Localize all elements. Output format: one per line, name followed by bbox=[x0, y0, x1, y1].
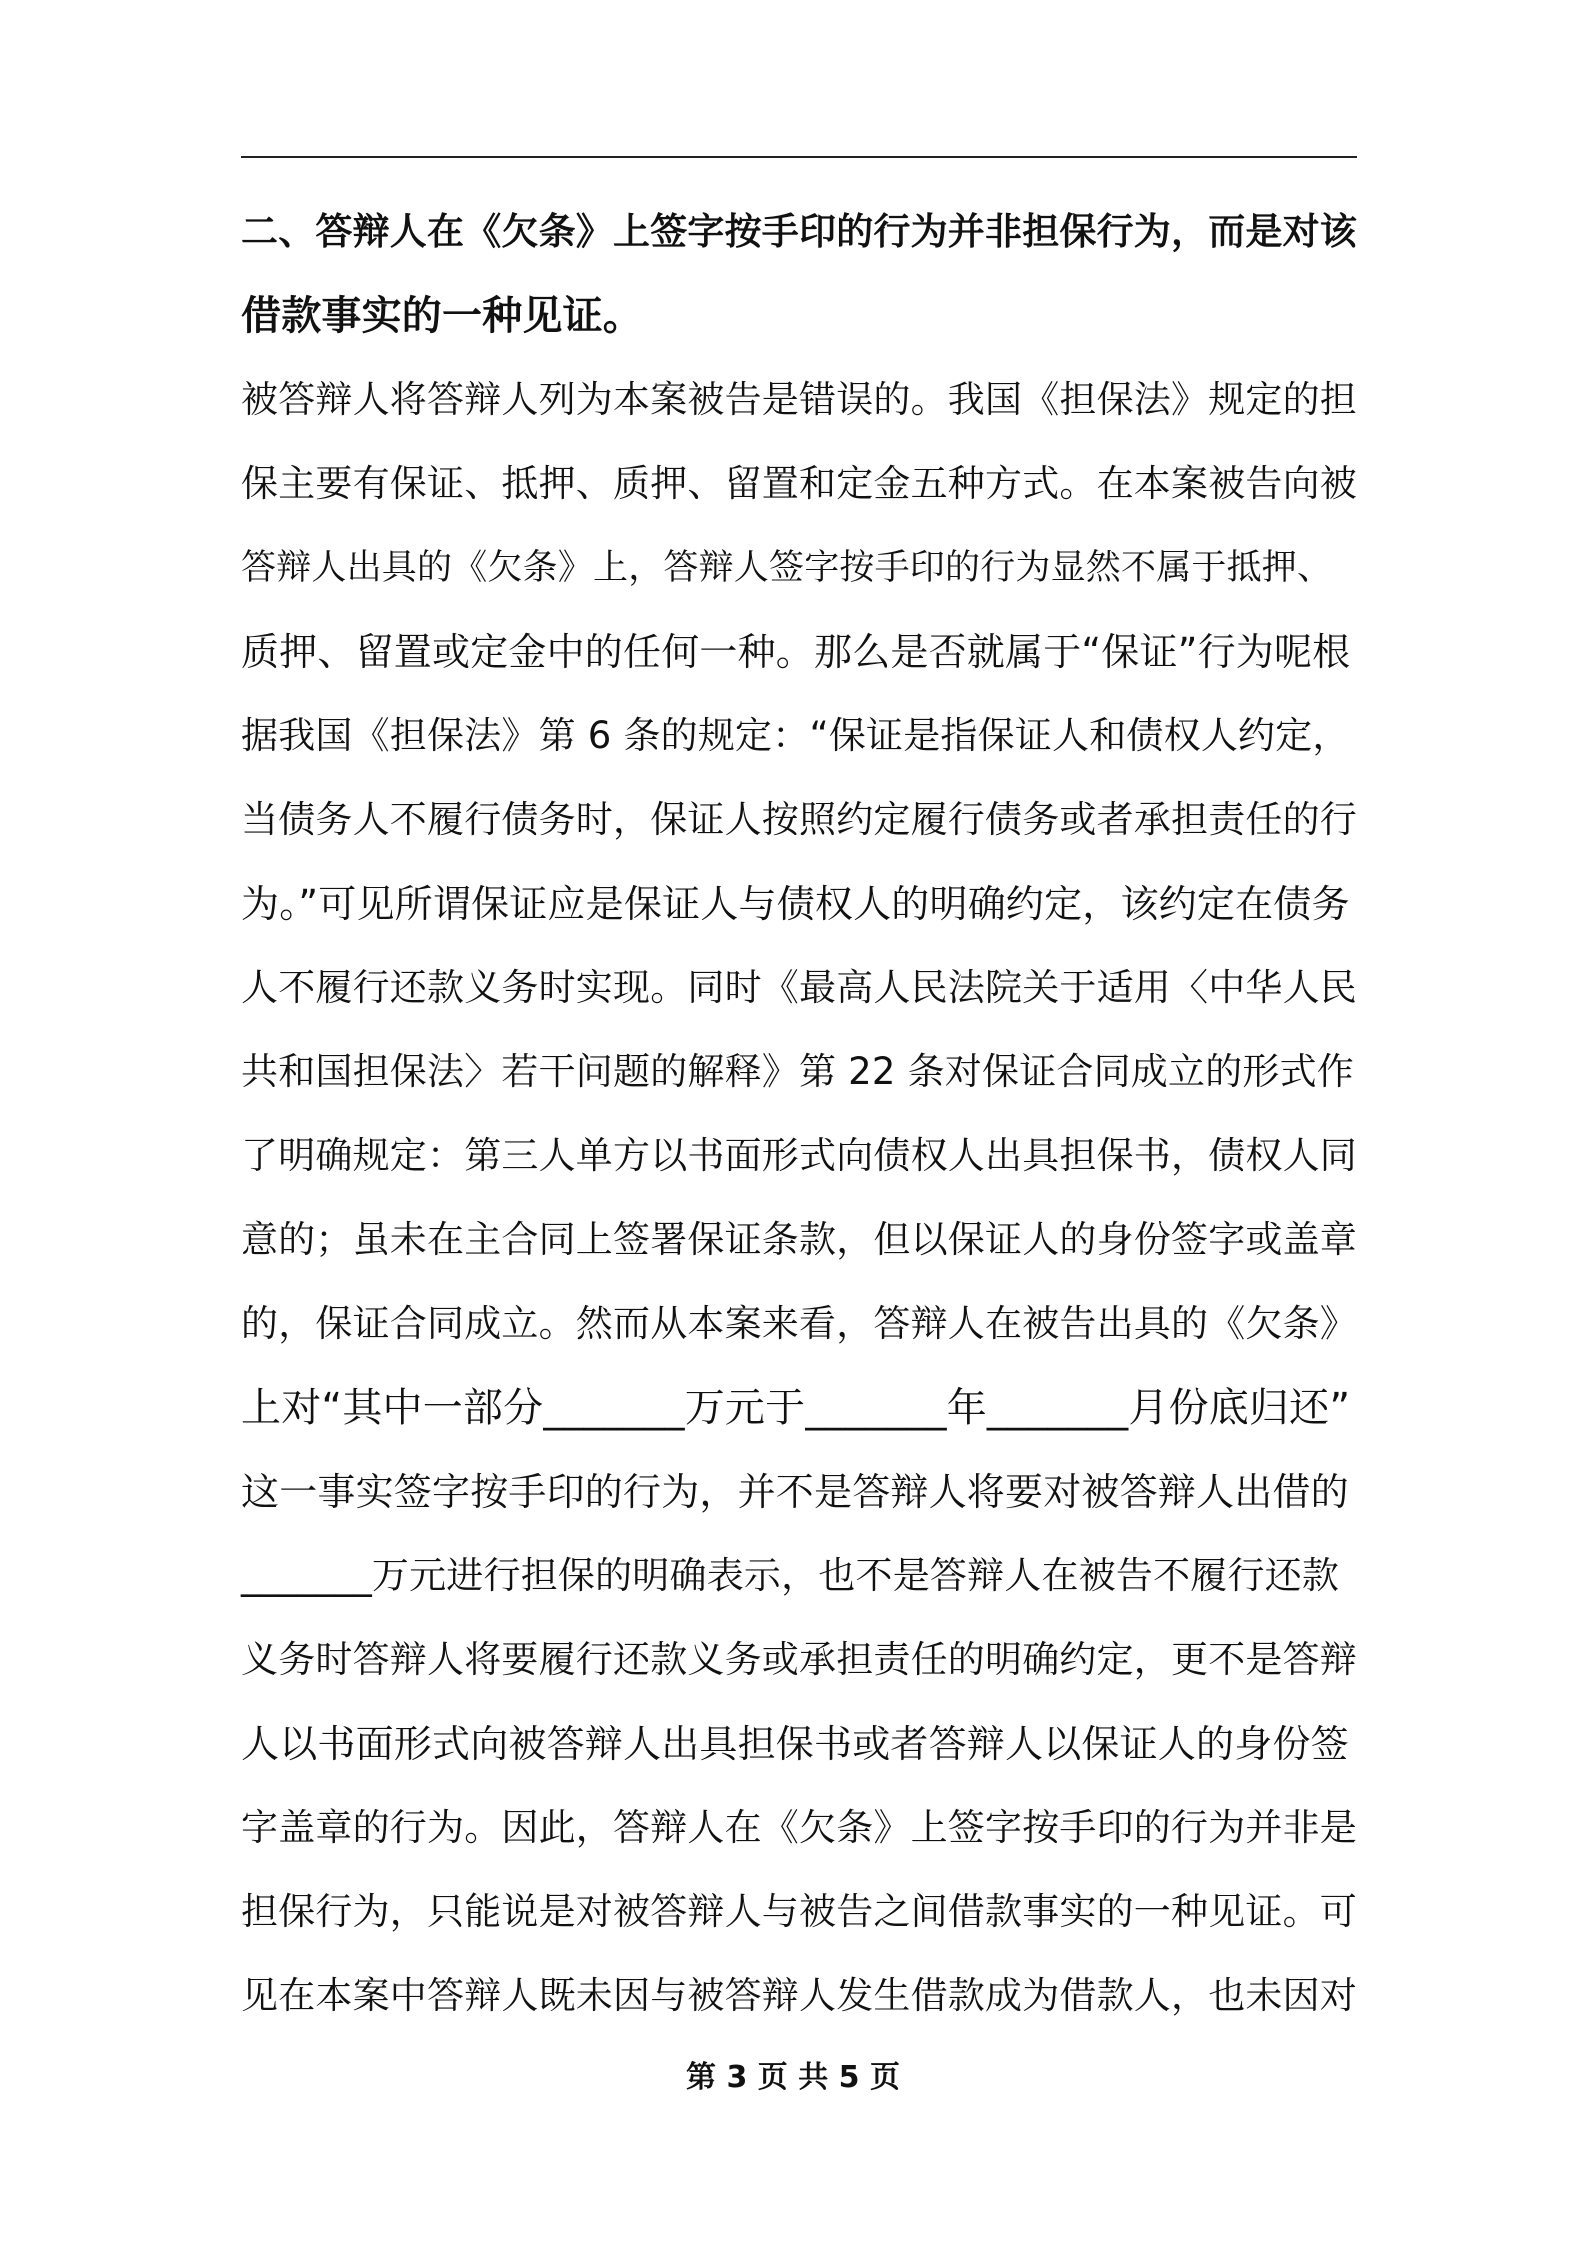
paragraph-line: 这一事实签字按手印的行为，并不是答辩人将要对被答辩人出借的 bbox=[241, 1470, 1349, 1514]
paragraph-line: 义务时答辩人将要履行还款义务或承担责任的明确约定，更不是答辩 bbox=[241, 1638, 1357, 1681]
paragraph-line: 的，保证合同成立。然而从本案来看，答辩人在被告出具的《欠条》 bbox=[241, 1302, 1357, 1345]
paragraph-line: 保主要有保证、抵押、质押、留置和定金五种方式。在本案被告向被 bbox=[241, 462, 1357, 505]
paragraph-line: 质押、留置或定金中的任何一种。那么是否就属于“保证”行为呢根 bbox=[241, 630, 1351, 674]
paragraph-line: 被答辩人将答辩人列为本案被告是错误的。我国《担保法》规定的担 bbox=[241, 378, 1357, 421]
paragraph-line: 共和国担保法〉若干问题的解释》第 22 条对保证合同成立的形式作 bbox=[241, 1050, 1355, 1093]
paragraph-line: 了明确规定：第三人单方以书面形式向债权人出具担保书，债权人同 bbox=[241, 1134, 1357, 1177]
paragraph-line: 字盖章的行为。因此，答辩人在《欠条》上签字按手印的行为并非是 bbox=[241, 1806, 1357, 1849]
paragraph-line: 为。”可见所谓保证应是保证人与债权人的明确约定，该约定在债务 bbox=[241, 882, 1350, 926]
paragraph-line: 据我国《担保法》第 6 条的规定：“保证是指保证人和债权人约定， bbox=[241, 714, 1350, 757]
paragraph-line: 见在本案中答辩人既未因与被答辩人发生借款成为借款人，也未因对 bbox=[241, 1974, 1357, 2017]
paragraph-line: 上对“其中一部分_______万元于_______年_______月份底归还” bbox=[241, 1385, 1351, 1431]
paragraph-line: 人以书面形式向被答辩人出具担保书或者答辩人以保证人的身份签 bbox=[241, 1722, 1349, 1766]
header-rule bbox=[241, 156, 1357, 158]
paragraph-line: 担保行为，只能说是对被答辩人与被告之间借款事实的一种见证。可 bbox=[241, 1890, 1357, 1933]
paragraph-line: 当债务人不履行债务时，保证人按照约定履行债务或者承担责任的行 bbox=[241, 798, 1357, 841]
paragraph-line: _______万元进行担保的明确表示，也不是答辩人在被告不履行还款 bbox=[241, 1554, 1340, 1597]
paragraph-line: 答辩人出具的《欠条》上，答辩人签字按手印的行为显然不属于抵押、 bbox=[241, 548, 1333, 588]
paragraph-line: 人不履行还款义务时实现。同时《最高人民法院关于适用〈中华人民 bbox=[241, 966, 1357, 1009]
paragraph-line: 意的；虽未在主合同上签署保证条款，但以保证人的身份签字或盖章 bbox=[241, 1218, 1357, 1261]
section-heading-line: 二、答辩人在《欠条》上签字按手印的行为并非担保行为，而是对该 bbox=[241, 210, 1357, 253]
document-body bbox=[241, 190, 1359, 2038]
page-number-footer: 第 3 页 共 5 页 bbox=[686, 2060, 900, 2095]
section-heading-line: 借款事实的一种见证。 bbox=[241, 293, 643, 339]
